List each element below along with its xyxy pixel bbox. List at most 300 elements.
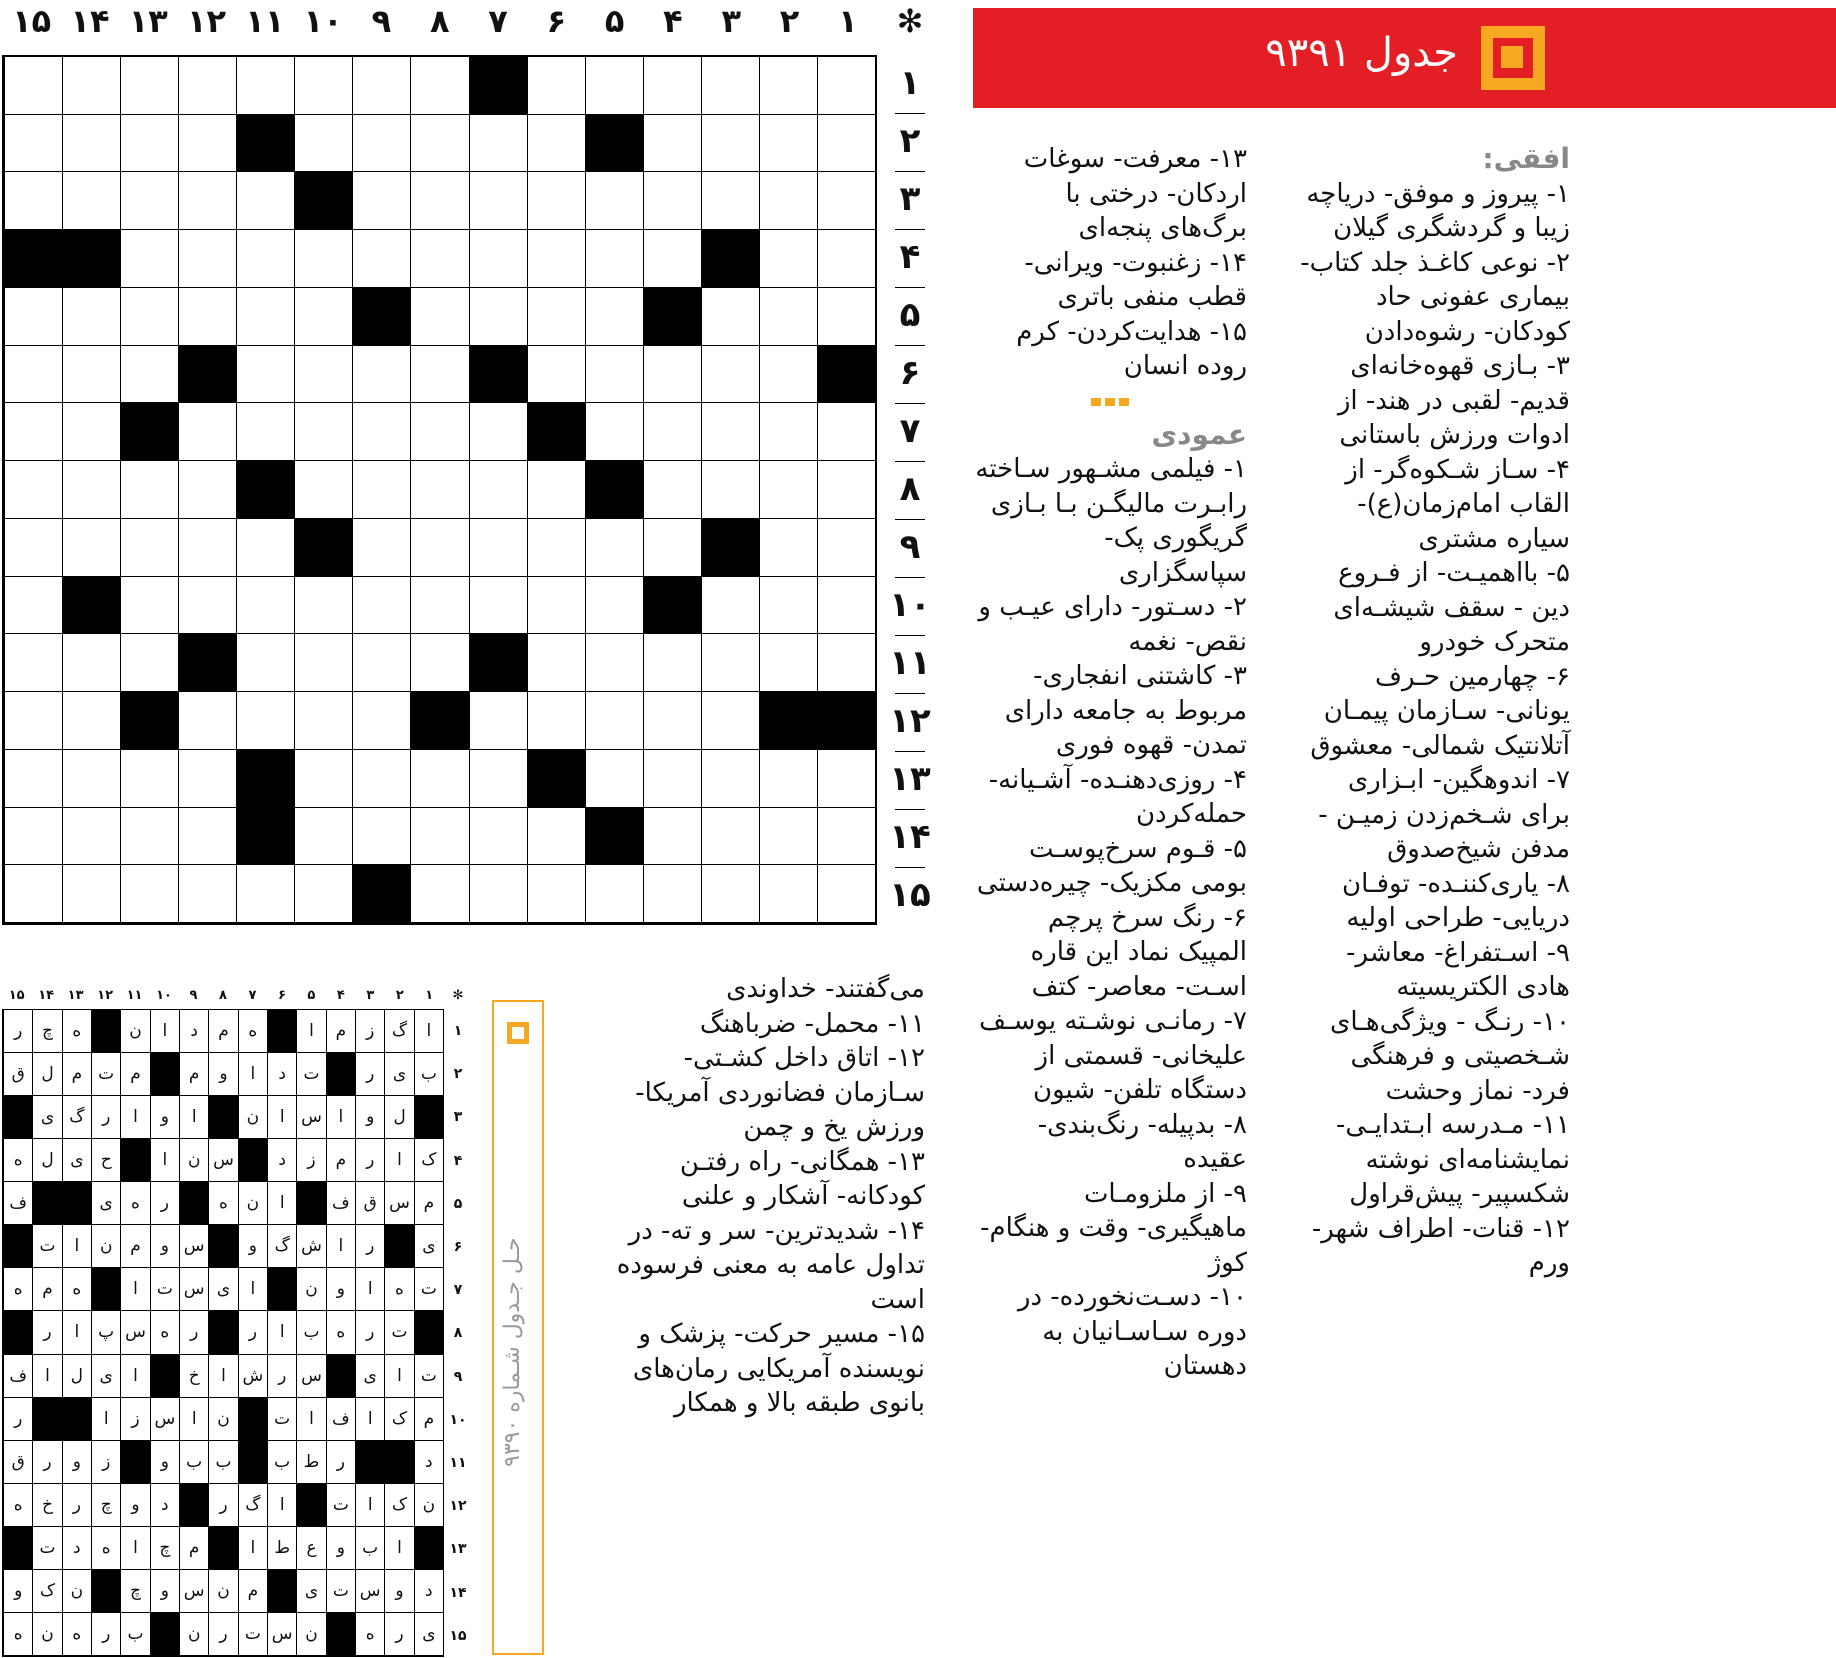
crossword-cell [469, 288, 527, 346]
crossword-cell [352, 577, 410, 635]
solution-black-cell [91, 1570, 120, 1613]
solution-letter-cell: و [120, 1484, 149, 1527]
solution-letter-cell: ت [267, 1398, 296, 1441]
solution-letter-cell: ی [62, 1139, 91, 1182]
crossword-cell [469, 230, 527, 288]
crossword-cell [4, 750, 62, 808]
crossword-cell [527, 230, 585, 288]
corner-asterisk-icon: ✻ [896, 2, 924, 40]
crossword-cell [294, 57, 352, 115]
solution-letter-cell: م [120, 1225, 149, 1268]
solution-letter-cell: ه [3, 1139, 32, 1182]
black-cell [701, 230, 759, 288]
crossword-cell [120, 461, 178, 519]
row-number-divider [895, 809, 925, 810]
row-number: ۱۵ [889, 875, 931, 915]
crossword-cell [585, 577, 643, 635]
row-number-divider [895, 519, 925, 520]
down-clue: ۱۵- مسیر حرکت- پزشک و نویسنده آمریکایی رمان‌های بانوی طبقه بالا و همکار [632, 1319, 925, 1418]
black-cell [527, 750, 585, 808]
solution-letter-cell: س [355, 1570, 384, 1613]
crossword-cell [643, 808, 701, 866]
crossword-cell [643, 865, 701, 923]
solution-black-cell [3, 1096, 32, 1139]
across-clue-list [1298, 177, 1570, 1281]
crossword-cell [62, 519, 120, 577]
solution-letter-cell: م [120, 1053, 149, 1096]
crossword-cell [585, 403, 643, 461]
crossword-cell [62, 403, 120, 461]
across-heading: افقی: [1482, 142, 1570, 175]
solution-letter-cell: و [238, 1225, 267, 1268]
black-cell [469, 57, 527, 115]
black-cell [759, 692, 817, 750]
crossword-cell [236, 172, 294, 230]
solution-column-number: ۲ [395, 988, 404, 1003]
solution-letter-cell: د [267, 1139, 296, 1182]
crossword-cell [701, 288, 759, 346]
crossword-cell [585, 519, 643, 577]
crossword-cell [817, 461, 875, 519]
crossword-cell [178, 519, 236, 577]
crossword-cell [178, 403, 236, 461]
solution-letter-cell: ا [150, 1139, 179, 1182]
crossword-cell [410, 750, 468, 808]
solution-black-cell [179, 1484, 208, 1527]
solution-black-cell [238, 1441, 267, 1484]
crossword-cell [643, 634, 701, 692]
crossword-cell [294, 808, 352, 866]
crossword-cell [527, 865, 585, 923]
solution-letter-cell: ب [267, 1441, 296, 1484]
solution-black-cell [150, 1355, 179, 1398]
solution-letter-cell: ا [238, 1053, 267, 1096]
solution-letter-cell: ا [384, 1527, 413, 1570]
crossword-cell [410, 865, 468, 923]
solution-letter-cell: ک [414, 1139, 443, 1182]
solution-letter-cell: ی [91, 1182, 120, 1225]
solution-letter-cell: ر [208, 1484, 237, 1527]
crossword-cell [527, 519, 585, 577]
solution-letter-cell: ت [326, 1484, 355, 1527]
solution-row-number: ۵ [453, 1195, 463, 1212]
solution-letter-cell: ن [62, 1570, 91, 1613]
crossword-cell [178, 692, 236, 750]
down-clue: می‌گفتند- خداوندی [726, 974, 925, 1004]
solution-letter-cell: ب [120, 1613, 149, 1656]
crossword-cell [469, 115, 527, 173]
solution-black-cell [326, 1355, 355, 1398]
crossword-cell [643, 346, 701, 404]
solution-black-cell [120, 1441, 149, 1484]
crossword-cell [585, 172, 643, 230]
solution-letter-cell: ن [120, 1010, 149, 1053]
solution-letter-cell: چ [32, 1010, 61, 1053]
solution-letter-cell: ا [267, 1484, 296, 1527]
crossword-cell [352, 692, 410, 750]
solution-letter-cell: ی [414, 1225, 443, 1268]
crossword-cell [527, 288, 585, 346]
crossword-cell [294, 115, 352, 173]
solution-letter-cell: ر [3, 1398, 32, 1441]
crossword-cell [585, 230, 643, 288]
solution-black-cell [208, 1225, 237, 1268]
solution-letter-cell: و [326, 1268, 355, 1311]
crossword-cell [410, 57, 468, 115]
solution-letter-cell: ه [62, 1613, 91, 1656]
solution-letter-cell: م [414, 1182, 443, 1225]
solution-black-cell [326, 1613, 355, 1656]
crossword-cell [817, 172, 875, 230]
crossword-cell [178, 808, 236, 866]
crossword-cell [817, 57, 875, 115]
crossword-cell [527, 634, 585, 692]
column-number: ۲ [779, 2, 800, 40]
black-cell [352, 288, 410, 346]
solution-letter-cell: ا [179, 1096, 208, 1139]
crossword-cell [178, 288, 236, 346]
solution-black-cell [179, 1182, 208, 1225]
solution-letter-cell: ر [384, 1613, 413, 1656]
crossword-cell [62, 288, 120, 346]
solution-black-cell [384, 1225, 413, 1268]
solution-column-number: ۷ [248, 988, 257, 1003]
crossword-cell [817, 865, 875, 923]
across-clues-column [1298, 142, 1570, 1281]
middle-clues-column [973, 142, 1247, 1384]
solution-letter-cell: ه [238, 1010, 267, 1053]
crossword-cell [294, 461, 352, 519]
solution-letter-cell: ب [414, 1053, 443, 1096]
solution-black-cell [267, 1268, 296, 1311]
across-clue: ۹- اسـتفراغ- معاشر- هادی الکتریسیته [1346, 937, 1570, 1002]
crossword-cell [62, 57, 120, 115]
solution-column-number: ۶ [277, 988, 286, 1003]
solution-column-number: ۳ [366, 988, 375, 1003]
crossword-cell [469, 172, 527, 230]
column-number: ۷ [488, 2, 508, 40]
crossword-cell [469, 692, 527, 750]
solution-letter-cell: ن [238, 1182, 267, 1225]
crossword-cell [759, 57, 817, 115]
crossword-cell [410, 346, 468, 404]
crossword-cell [352, 57, 410, 115]
solution-letter-cell: ت [384, 1311, 413, 1354]
solution-letter-cell: ا [296, 1010, 325, 1053]
crossword-cell [643, 461, 701, 519]
solution-letter-cell: ی [91, 1355, 120, 1398]
row-number-divider [895, 577, 925, 578]
row-number-divider [895, 287, 925, 288]
crossword-cell [410, 230, 468, 288]
crossword-cell [352, 172, 410, 230]
down-clue-list-continued [585, 972, 925, 1421]
mini-logo-icon [507, 1022, 529, 1044]
down-clue-list [973, 452, 1247, 1384]
solution-letter-cell: ن [238, 1096, 267, 1139]
across-clue-list-continued [973, 142, 1247, 384]
crossword-cell [469, 461, 527, 519]
crossword-cell [410, 288, 468, 346]
solution-title-band [492, 1000, 544, 1655]
solution-letter-cell: ر [32, 1441, 61, 1484]
solution-letter-cell: م [326, 1139, 355, 1182]
solution-black-cell [384, 1441, 413, 1484]
crossword-cell [4, 577, 62, 635]
row-number-divider [895, 751, 925, 752]
solution-letter-cell: ح [91, 1139, 120, 1182]
crossword-cell [759, 115, 817, 173]
solution-letter-cell: ق [355, 1182, 384, 1225]
solution-letter-cell: و [150, 1096, 179, 1139]
puzzle-header [973, 8, 1836, 108]
row-number: ۱۳ [889, 759, 931, 799]
crossword-cell [585, 750, 643, 808]
solution-letter-cell: چ [91, 1484, 120, 1527]
solution-letter-cell: ا [267, 1311, 296, 1354]
crossword-cell [352, 634, 410, 692]
black-cell [527, 403, 585, 461]
solution-column-number: ۱۴ [38, 988, 55, 1003]
solution-letter-cell: ن [208, 1570, 237, 1613]
solution-letter-cell: ت [91, 1053, 120, 1096]
crossword-cell [236, 634, 294, 692]
solution-letter-cell: ط [296, 1441, 325, 1484]
solution-letter-cell: ق [3, 1053, 32, 1096]
solution-black-cell [414, 1311, 443, 1354]
solution-black-cell [208, 1311, 237, 1354]
crossword-cell [352, 115, 410, 173]
solution-letter-cell: ه [384, 1268, 413, 1311]
solution-letter-cell: ت [326, 1570, 355, 1613]
black-cell [817, 692, 875, 750]
black-cell [294, 519, 352, 577]
crossword-cell [643, 172, 701, 230]
solution-black-cell [208, 1527, 237, 1570]
crossword-cell [178, 172, 236, 230]
crossword-cell [759, 288, 817, 346]
solution-letter-cell: ا [179, 1398, 208, 1441]
across-clue: ۳- بـازی قهوه‌خانه‌ای قدیم- لقبی در هند- از ادوات ورزش باستانی [1337, 351, 1570, 450]
crossword-cell [643, 403, 701, 461]
row-number: ۵ [899, 295, 921, 335]
crossword-cell [294, 634, 352, 692]
crossword-cell [817, 634, 875, 692]
solution-black-cell [355, 1441, 384, 1484]
crossword-cell [294, 403, 352, 461]
solution-row-number: ۱۲ [449, 1498, 467, 1515]
solution-black-cell [3, 1527, 32, 1570]
crossword-cell [701, 346, 759, 404]
crossword-cell [236, 519, 294, 577]
crossword-cell [352, 808, 410, 866]
down-clue: ۷- رمانـی نوشـته یوسـف علیخانی- قسمتی از دستگاه تلفن- شیون [979, 1006, 1247, 1105]
solution-letter-cell: ر [62, 1484, 91, 1527]
row-number-divider [895, 345, 925, 346]
solution-letter-cell: س [150, 1398, 179, 1441]
column-number: ۱۴ [70, 2, 110, 40]
solution-letter-cell: ا [238, 1527, 267, 1570]
solution-letter-cell: ت [414, 1355, 443, 1398]
solution-letter-cell: ت [296, 1053, 325, 1096]
crossword-cell [643, 230, 701, 288]
crossword-cell [701, 461, 759, 519]
solution-letter-cell: م [179, 1053, 208, 1096]
black-cell [236, 115, 294, 173]
solution-letter-cell: د [414, 1570, 443, 1613]
column-number: ۱۳ [128, 2, 168, 40]
solution-letter-cell: خ [179, 1355, 208, 1398]
solution-black-cell [238, 1398, 267, 1441]
solution-letter-cell: ا [384, 1139, 413, 1182]
crossword-cell [643, 750, 701, 808]
solution-letter-cell: ل [32, 1053, 61, 1096]
solution-black-cell [91, 1268, 120, 1311]
crossword-cell [759, 346, 817, 404]
down-clue: ۹- از ملزومـات ماهیگیری- وقت و هنگام- کوژ [980, 1178, 1247, 1278]
black-cell [178, 346, 236, 404]
crossword-cell [759, 519, 817, 577]
solution-letter-cell: ا [326, 1096, 355, 1139]
solution-letter-cell: ن [414, 1484, 443, 1527]
crossword-cell [294, 288, 352, 346]
crossword-cell [817, 577, 875, 635]
solution-black-cell [150, 1613, 179, 1656]
crossword-cell [178, 461, 236, 519]
black-cell [585, 115, 643, 173]
solution-letter-cell: ی [32, 1096, 61, 1139]
solution-black-cell [326, 1053, 355, 1096]
solution-column-number: ۱۰ [156, 988, 172, 1003]
solution-letter-cell: ر [355, 1225, 384, 1268]
solution-letter-cell: ز [91, 1441, 120, 1484]
crossword-cell [62, 172, 120, 230]
crossword-cell [759, 230, 817, 288]
solution-letter-cell: ک [384, 1398, 413, 1441]
row-number-divider [895, 635, 925, 636]
solution-letter-cell: ا [355, 1268, 384, 1311]
column-number: ۶ [546, 2, 567, 40]
solution-letter-cell: ب [208, 1441, 237, 1484]
crossword-cell [178, 230, 236, 288]
solution-letter-cell: و [3, 1570, 32, 1613]
solution-letter-cell: ل [384, 1096, 413, 1139]
solution-letter-cell: ا [414, 1010, 443, 1053]
solution-letter-cell: ز [120, 1398, 149, 1441]
across-clue: ۱۰- رنـگ - ویژگی‌هـای شـخصیتی و فرهنگی فرد- نماز وحشت [1330, 1006, 1570, 1106]
solution-letter-cell: ی [355, 1355, 384, 1398]
crossword-cell [4, 115, 62, 173]
solution-letter-cell: ت [238, 1613, 267, 1656]
solution-black-cell [296, 1182, 325, 1225]
crossword-cell [120, 750, 178, 808]
down-clues-continued-column [585, 972, 925, 1421]
down-clue: ۱- فیلمی مشـهور سـاخته رابـرت مالیگـن بـا بـازی گریگوری پک- سپاسگزاری [975, 454, 1247, 588]
black-cell [410, 692, 468, 750]
solution-letter-cell: ن [179, 1139, 208, 1182]
crossword-cell [120, 288, 178, 346]
black-cell [643, 288, 701, 346]
solution-letter-cell: ل [62, 1355, 91, 1398]
black-cell [178, 634, 236, 692]
black-cell [120, 403, 178, 461]
solution-row-number: ۱۵ [449, 1627, 467, 1644]
row-number: ۸ [899, 469, 921, 509]
solution-column-number: ۱ [425, 988, 434, 1003]
crossword-cell [410, 461, 468, 519]
crossword-cell [410, 519, 468, 577]
crossword-cell [410, 172, 468, 230]
solution-letter-cell: س [120, 1311, 149, 1354]
crossword-grid [2, 55, 877, 925]
crossword-cell [120, 115, 178, 173]
solution-letter-cell: ر [355, 1139, 384, 1182]
solution-black-cell [267, 1570, 296, 1613]
column-number: ۱۵ [12, 2, 52, 40]
across-clue: ۱۱- مـدرسه ابـتدایـی- نمایشنامه‌ای نوشته شکسپیر- پیش‌قراول [1335, 1110, 1570, 1209]
solution-letter-cell: ر [208, 1613, 237, 1656]
solution-letter-cell: س [296, 1096, 325, 1139]
solution-letter-cell: ا [120, 1527, 149, 1570]
solution-letter-cell: گ [267, 1225, 296, 1268]
solution-letter-cell: ی [414, 1613, 443, 1656]
across-clue: ۱۳- معرفت- سوغات اردکان- درختی با برگ‌های پنجه‌ای [1023, 144, 1247, 243]
crossword-cell [410, 115, 468, 173]
solution-letter-cell: ا [91, 1398, 120, 1441]
solution-black-cell [238, 1139, 267, 1182]
crossword-cell [294, 692, 352, 750]
crossword-cell [759, 577, 817, 635]
solution-black-cell [62, 1398, 91, 1441]
down-clue: ۶- رنگ سرخ پرچم المپیک نماد این قاره اسـت- معاصر- کتف [1030, 902, 1247, 1002]
solution-letter-cell: ش [296, 1225, 325, 1268]
crossword-cell [120, 577, 178, 635]
black-cell [236, 808, 294, 866]
crossword-cell [527, 692, 585, 750]
row-number: ۶ [899, 353, 921, 393]
crossword-cell [4, 808, 62, 866]
solution-letter-cell: و [355, 1096, 384, 1139]
solution-letter-cell: س [296, 1355, 325, 1398]
column-number: ۴ [663, 2, 683, 40]
crossword-cell [4, 172, 62, 230]
column-number: ۱۰ [303, 2, 343, 40]
crossword-cell [236, 577, 294, 635]
solution-column-number: ۴ [336, 988, 345, 1003]
crossword-cell [527, 346, 585, 404]
solution-letter-cell: ی [384, 1053, 413, 1096]
crossword-cell [236, 57, 294, 115]
column-number: ۵ [604, 2, 625, 40]
solution-row-number: ۲ [453, 1066, 463, 1083]
down-clue: ۱۲- اتاق داخل کشـتی- سـازمان فضانوردی آمریکا- ورزش یخ و چمن [635, 1043, 925, 1142]
solution-letter-cell: م [208, 1010, 237, 1053]
solution-letter-cell: ف [326, 1182, 355, 1225]
crossword-cell [4, 57, 62, 115]
black-cell [4, 230, 62, 288]
solution-letter-cell: ر [179, 1311, 208, 1354]
black-cell [585, 808, 643, 866]
solution-row-number: ۹ [453, 1368, 463, 1385]
crossword-cell [701, 57, 759, 115]
solution-letter-cell: ز [296, 1139, 325, 1182]
across-clue: ۶- چهارمین حـرف یونانی- سـازمان پیمـان آتلانتیک شمالی- معشوق [1310, 661, 1570, 761]
across-clue: ۸- یاری‌کننـده- توفـان دریایی- طراحی اولیه [1341, 868, 1570, 933]
solution-letter-cell: ه [3, 1484, 32, 1527]
crossword-cell [236, 288, 294, 346]
black-cell [817, 346, 875, 404]
crossword-cell [759, 750, 817, 808]
